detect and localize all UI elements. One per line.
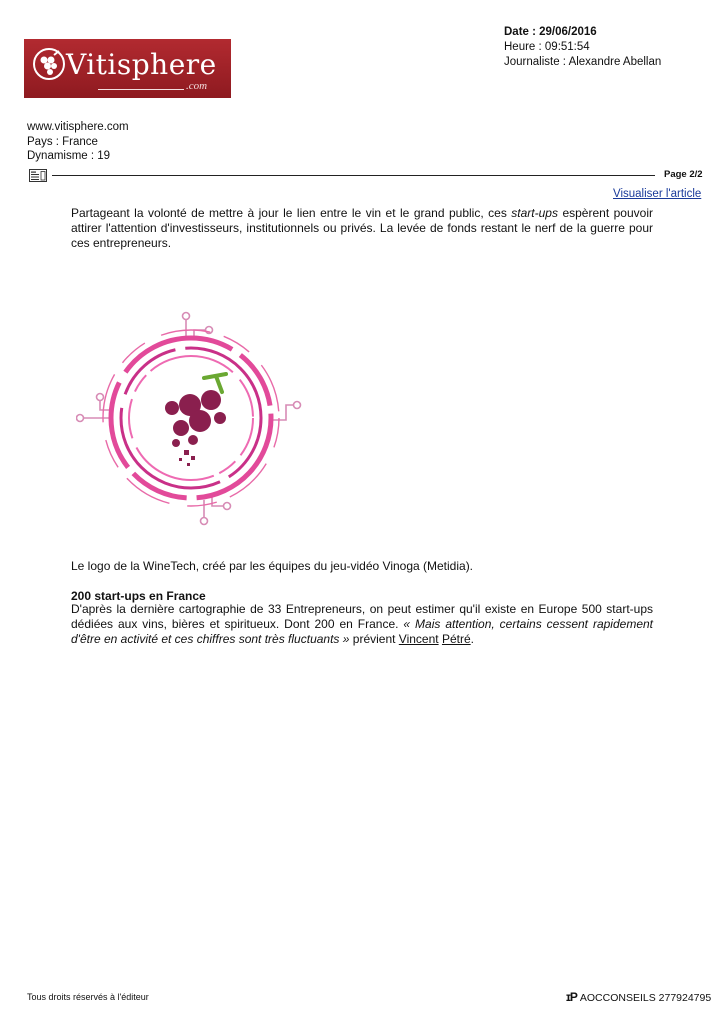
petre-link[interactable]: Pétré: [441, 632, 471, 646]
meta-time: Heure : 09:51:54: [504, 41, 590, 53]
vincent-link[interactable]: Vincent: [398, 632, 439, 646]
section-title: 200 start-ups en France: [71, 589, 206, 603]
paragraph-intro-emphasis: start-ups: [511, 206, 558, 220]
source-dynamism: Dynamisme : 19: [27, 150, 111, 162]
paragraph-startups-quote: « Mais attention, certains cessent rapidement d'être en activité et ces chiffres sont très fluctuants »: [71, 617, 653, 646]
paragraph-startups-end: .: [470, 632, 474, 646]
paragraph-startups-text-a: D'après la dernière cartographie de 33 Entrepreneurs, on peut estimer qu'il existe en Europe 500 start-ups dédiées aux vins, bières et spiritueux. Dont 200 en France.: [71, 602, 653, 631]
article-icon: [29, 169, 47, 182]
aoc-mark-icon: ɪP: [566, 990, 577, 1004]
paragraph-startups: [71, 602, 653, 647]
footer-code: AOCCONSEILS 277924795: [579, 992, 712, 1004]
logo-domain: .com: [186, 80, 208, 92]
winetech-logo-image: [76, 300, 306, 530]
grape-logo-icon: [32, 47, 66, 81]
logo-rule: [98, 89, 184, 90]
footer-code-block: [566, 990, 711, 1004]
meta-journalist: Journaliste : Alexandre Abellan: [504, 56, 662, 68]
paragraph-startups-text-b: prévient: [349, 632, 399, 646]
logo-wordmark: Vitisphere: [66, 48, 217, 81]
paragraph-intro-text-a: Partageant la volonté de mettre à jour le lien entre le vin et le grand public, ces: [71, 206, 512, 220]
vitisphere-logo: [24, 39, 231, 98]
header-rule: [52, 175, 655, 176]
view-article-link[interactable]: Visualiser l'article: [613, 188, 702, 200]
source-info: [27, 120, 129, 164]
footer-rights: Tous droits réservés à l'éditeur: [27, 992, 149, 1002]
paragraph-intro-text-b: espèrent pouvoir attirer l'attention d'investisseurs, institutionnels ou privés. La levée de fonds restant le nerf de la guerre pour ces entrepreneurs.: [71, 206, 653, 250]
meta-date: Date : 29/06/2016: [504, 26, 597, 38]
meta-block: [504, 25, 661, 70]
image-caption: Le logo de la WineTech, créé par les équipes du jeu-vidéo Vinoga (Metidia).: [71, 559, 474, 573]
source-country: Pays : France: [27, 135, 98, 148]
paragraph-intro: [71, 206, 653, 251]
source-site: www.vitisphere.com: [27, 121, 129, 133]
page-number: Page 2/2: [664, 169, 703, 180]
